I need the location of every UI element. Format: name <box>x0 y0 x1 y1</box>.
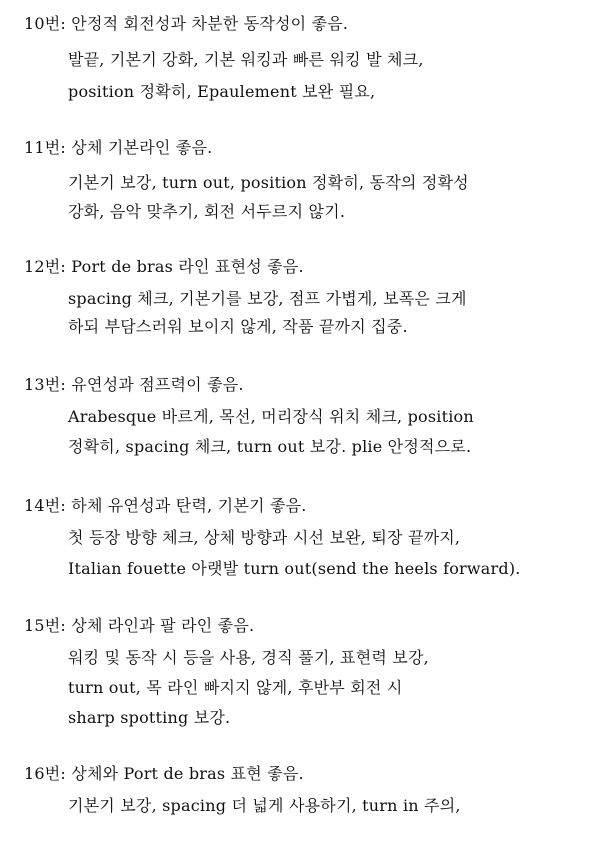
entry-line: 정확히, spacing 체크, turn out 보강. plie 안정적으로. <box>68 437 472 456</box>
entry-line: Italian fouette 아랫발 turn out(send the heels forward). <box>68 559 521 578</box>
entry-line: 워킹 및 동작 시 등을 사용, 경직 풀기, 표현력 보강, <box>68 648 429 667</box>
entry-line: position 정확히, Epaulement 보완 필요, <box>68 82 376 101</box>
entry-heading: 15번: 상체 라인과 팔 라인 좋음. <box>24 616 255 635</box>
entry-line: 강화, 음악 맞추기, 회전 서두르지 않기. <box>68 202 346 221</box>
entry-heading: 10번: 안정적 회전성과 차분한 동작성이 좋음. <box>24 14 349 33</box>
entry-line: turn out, 목 라인 빠지지 않게, 후반부 회전 시 <box>68 678 403 697</box>
entry-heading: 14번: 하체 유연성과 탄력, 기본기 좋음. <box>24 496 307 515</box>
entry-line: 기본기 보강, turn out, position 정확히, 동작의 정확성 <box>68 173 469 192</box>
entry-line: 발끝, 기본기 강화, 기본 워킹과 빠른 워킹 발 체크, <box>68 50 424 69</box>
entry-line: 하되 부담스러워 보이지 않게, 작품 끝까지 집중. <box>68 317 408 336</box>
entry-heading: 16번: 상체와 Port de bras 표현 좋음. <box>24 764 304 783</box>
entry-heading: 11번: 상체 기본라인 좋음. <box>24 138 213 157</box>
entry-line: sharp spotting 보강. <box>68 708 231 727</box>
entry-heading: 12번: Port de bras 라인 표현성 좋음. <box>24 257 304 276</box>
entry-heading: 13번: 유연성과 점프력이 좋음. <box>24 375 244 394</box>
entry-line: Arabesque 바르게, 목선, 머리장식 위치 체크, position <box>68 407 474 426</box>
entry-line: spacing 체크, 기본기를 보강, 점프 가볍게, 보폭은 크게 <box>68 289 467 308</box>
entry-line: 첫 등장 방향 체크, 상체 방향과 시선 보완, 퇴장 끝까지, <box>68 528 461 547</box>
entry-line: 기본기 보강, spacing 더 넓게 사용하기, turn in 주의, <box>68 796 461 815</box>
